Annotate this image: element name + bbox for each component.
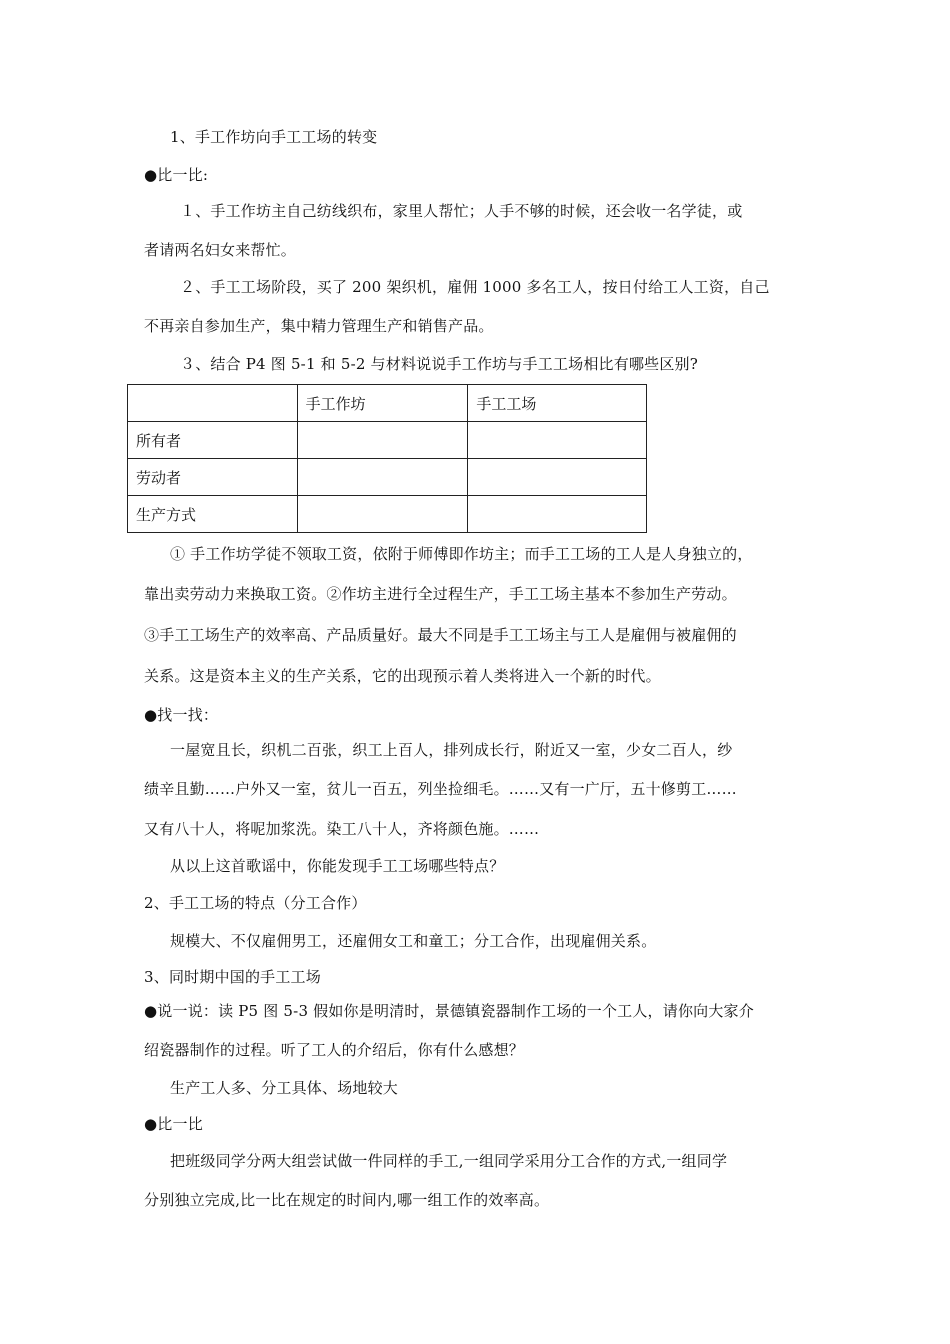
poem-line2: 绩辛且勤……户外又一室，贫儿一百五，列坐捡细毛。……又有一广厅，五十修剪工……	[144, 780, 737, 798]
table-cell-factory	[468, 422, 647, 459]
find-question: 从以上这首歌谣中，你能发现手工工场哪些特点？	[170, 857, 505, 875]
answer-line1: ① 手工作坊学徒不领取工资，依附于师傅即作坊主；而手工工场的工人是人身独立的，	[170, 545, 753, 563]
section3-answer: 生产工人多、分工具体、场地较大	[170, 1079, 399, 1097]
answer-line2: 靠出卖劳动力来换取工资。②作坊主进行全过程生产，手工工场主基本不参加生产劳动。	[144, 585, 737, 603]
table-row-label: 劳动者	[128, 459, 298, 496]
answer-line4: 关系。这是资本主义的生产关系，它的出现预示着人类将进入一个新的时代。	[144, 667, 661, 685]
table-cell-workshop	[297, 422, 468, 459]
table-cell-factory	[468, 496, 647, 533]
table-header-cell: 手工工场	[468, 385, 647, 422]
section1-heading: 1、手工作坊向手工工场的转变	[170, 128, 378, 146]
table-cell-workshop	[297, 496, 468, 533]
say-line1: ●说一说：读 P5 图 5-3 假如你是明清时，景德镇瓷器制作工场的一个工人，请你向大家介	[144, 1002, 754, 1020]
poem-line3: 又有八十人，将呢加浆洗。染工八十人，齐将颜色施。……	[144, 820, 540, 838]
table-row-label: 生产方式	[128, 496, 298, 533]
answer-line3: ③手工工场生产的效率高、产品质量好。最大不同是手工工场主与工人是雇佣与被雇佣的	[144, 626, 737, 644]
table-header-cell: 手工作坊	[297, 385, 468, 422]
poem-line1: 一屋宽且长，织机二百张，织工上百人，排列成长行，附近又一室，少女二百人，纱	[170, 741, 733, 759]
say-line2: 绍瓷器制作的过程。听了工人的介绍后，你有什么感想？	[144, 1041, 525, 1059]
item2-line2: 不再亲自参加生产，集中精力管理生产和销售产品。	[144, 317, 494, 335]
item1-line2: 者请两名妇女来帮忙。	[144, 241, 297, 259]
activity-line1: 把班级同学分两大组尝试做一件同样的手工,一组同学采用分工合作的方式,一组同学	[170, 1152, 728, 1170]
table-header-cell	[128, 385, 298, 422]
table-cell-workshop	[297, 459, 468, 496]
compare-label-2: ●比一比	[144, 1115, 203, 1133]
table-cell-factory	[468, 459, 647, 496]
item2-line1: ２、手工工场阶段，买了 200 架织机，雇佣 1000 多名工人，按日付给工人工资，自己	[180, 278, 770, 296]
item1-line1: １、手工作坊主自己纺线织布，家里人帮忙；人手不够的时候，还会收一名学徒，或	[180, 202, 743, 220]
activity-line2: 分别独立完成,比一比在规定的时间内,哪一组工作的效率高。	[144, 1191, 550, 1209]
table-row	[128, 496, 647, 533]
section2-heading: 2、手工工场的特点（分工合作）	[144, 894, 367, 912]
compare-label-1: ●比一比:	[144, 166, 209, 184]
table-row	[128, 459, 647, 496]
item3-question: ３、结合 P4 图 5-1 和 5-2 与材料说说手工作坊与手工工场相比有哪些区别?	[180, 355, 698, 373]
section3-heading: 3、同时期中国的手工工场	[144, 968, 321, 986]
comparison-table	[127, 384, 647, 533]
table-header-row	[128, 385, 647, 422]
table-row	[128, 422, 647, 459]
find-label: ●找一找：	[144, 706, 219, 724]
section2-text: 规模大、不仅雇佣男工，还雇佣女工和童工；分工合作，出现雇佣关系。	[170, 932, 657, 950]
table-row-label: 所有者	[128, 422, 298, 459]
